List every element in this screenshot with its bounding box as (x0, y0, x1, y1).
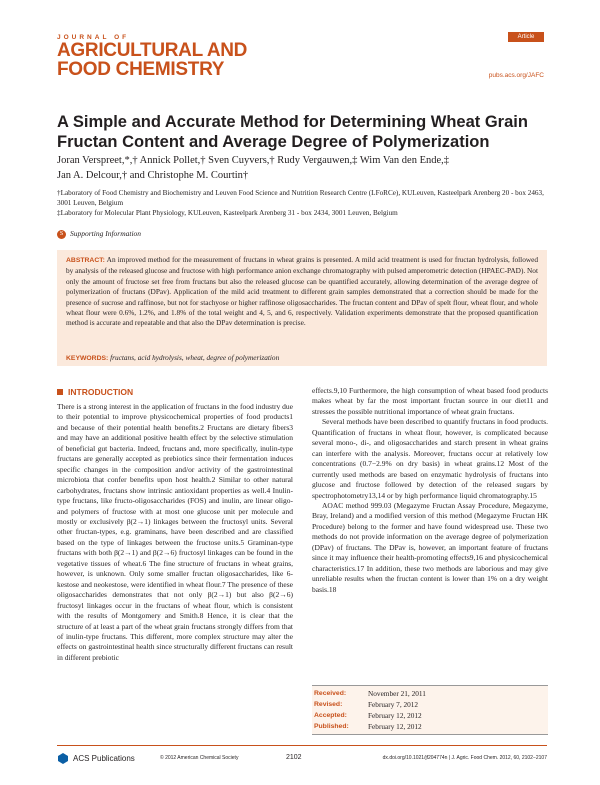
page-number: 2102 (286, 754, 302, 761)
abstract-text: An improved method for the measurement of fructans in wheat grains is presented. A mild acid treatment is used for fructan hydrolysis, followed by analysis of the released glucose and fructose with high performance anion exchange chromatography with pulsed amperometric detection (HPAEC-PAD). Not only the amount of fructose set free from fructans but also the released glucose can be quantified accurately, allowing determination of the average degree of polymerization of fructans (DPav). Application of the mild acid treatment to different grain samples demonstrated that a correction should be made for the presence of sucrose and raffinose, but not for stachyose or higher raffinose oligosaccharides. The fructan content and DPav of spelt flour, wheat flour, and whole wheat flour were 0.6%, 1.2%, and 1.8% of the total weight and 4, 5, and 6, respectively. Validation experiments demonstrate that the proposed quantification method is accurate and repeatable and that also the DPav determination is precise. (66, 255, 539, 328)
journal-masthead (57, 34, 297, 79)
intro-paragraph-1: There is a strong interest in the application of fructans in the food industry due to their potential to improve physicochemical properties of food products1 and because of their potential health benefits.2 Fructans are dietary fibers3 and may have an additional positive health effect by the selective stimulation of beneficial gut bacteria. Indeed, fructans and, more specifically, inulin-type fructans are generally accepted as prebiotics since their fermentation induces specific changes in the composition and/or activity of the gastrointestinal microbiota that confer benefits upon host health.2 Similar to other natural carbohydrates, fructans show intrinsic antioxidant properties as well.4 Inulin-type fructans, like fructo-oligosaccharides (FOS) and inulin, are linear oligo- and polymers of fructose with at most one glucose unit per molecule and mostly or exclusively β(2→1) linkages between the fructosyl units. Several other fructan-types, e.g. graminans, have been described and are classified based on the type of linkages between the fructose units.5 Graminan-type fructans with both β(2→1) and β(2→6) fructosyl linkages can be found in the vegetative tissues of wheat.6 The fine structure of fructans in wheat grains, however, is unknown. Only some smaller fructan oligosaccharides, like 6-kestose and neokestose, were identified in wheat flour.7 The presence of these oligosaccharides demonstrates that not only β(2→1) but also β(2→6) fructosyl linkages occur in the fructans of wheat flour, which is consistent with the results of Montgomery and Smith.8 Hence, it is clear that the structure of at least a part of the wheat grain fructans strongly differs from that of inulin-type fructans. This different, more complex structure may alter the effects on gastrointestinal health since structurally different fructans can result in different prebiotic (57, 402, 293, 662)
supporting-info-icon: S (57, 230, 66, 239)
acs-logo-icon (57, 752, 69, 764)
keywords-label: KEYWORDS: (66, 355, 109, 362)
revised-label: Revised: (314, 701, 343, 708)
intro-paragraph-4: AOAC method 999.03 (Megazyme Fructan Assay Procedure, Megazyme, Bray, Ireland) and a modified version of this method (Megazyme Fructan HK Procedure) belong to the former and have found widespread use. These two methods do not provide information on the average degree of polymerization (DPav) of fructans. The DPav is, however, an important feature of fructans since it may influence their health-promoting effects9,16 and physicochemical characteristics.17 In addition, these two methods are laborious and may give unreliable results when the fructan content is lower than 1% on a dry weight basis.18 (312, 500, 548, 594)
affiliation-1: †Laboratory of Food Chemistry and Biochemistry and Leuven Food Science and Nutrition Research Centre (LFoRCe), KULeuven, Kasteelpark Arenberg 20 - box 2463, 3001 Leuven, Belgium (57, 189, 544, 207)
abstract-label: ABSTRACT: (66, 257, 105, 264)
doi-citation[interactable]: dx.doi.org/10.1021/jf204774n | J. Agric. Food Chem. 2012, 60, 2102−2107 (382, 755, 547, 761)
article-type-badge: Article (508, 32, 544, 42)
journal-prefix: JOURNAL OF (57, 34, 130, 41)
keywords-text: fructans, acid hydrolysis, wheat, degree of polymerization (110, 353, 280, 362)
journal-url-link[interactable]: pubs.acs.org/JAFC (488, 72, 544, 79)
published-date: February 12, 2012 (368, 722, 422, 731)
keywords (66, 353, 538, 364)
intro-paragraph-3: Several methods have been described to quantify fructans in food products. Quantification of fructans in wheat flour, however, is complicated because several mono-, di-, and oligosaccharides and starch present in wheat grains can interfere with the analysis. Moreover, fructans occur at relatively low concentrations (0.7−2.9% on dry basis) in wheat grains.12 Most of the currently used methods are based on enzymatic hydrolysis of fructans into glucose and fructose followed by detection of the released sugars by spectrophotometry13,14 or by high performance liquid chromatography.15 (312, 417, 548, 500)
publisher-logo (57, 752, 135, 764)
accepted-label: Accepted: (314, 712, 347, 719)
supporting-information-link[interactable] (57, 229, 141, 239)
body-column-left (57, 402, 293, 663)
section-heading-introduction (57, 387, 133, 397)
journal-title-line2: FOOD CHEMISTRY (57, 59, 225, 80)
section-square-icon (57, 389, 63, 395)
body-column-right (312, 386, 548, 595)
abstract (66, 255, 538, 329)
journal-title-line1: AGRICULTURAL AND (57, 40, 248, 61)
authors-line-1: Joran Verspreet,*,† Annick Pollet,† Sven Cuyvers,† Rudy Vergauwen,‡ Wim Van den Ende,‡ (57, 155, 450, 166)
article-title: A Simple and Accurate Method for Determining Wheat Grain Fructan Content and Average Degree of Polymerization (57, 113, 528, 151)
authors-line-2: Jan A. Delcour,† and Christophe M. Courtin† (57, 170, 249, 181)
accepted-date: February 12, 2012 (368, 711, 422, 720)
received-date: November 21, 2011 (368, 689, 426, 698)
publisher-name: ACS Publications (73, 753, 135, 763)
published-label: Published: (314, 723, 349, 730)
revised-date: February 7, 2012 (368, 700, 419, 709)
supporting-info-label: Supporting Information (70, 229, 142, 238)
article-dates (312, 685, 548, 735)
affiliations (57, 188, 547, 218)
section-title: INTRODUCTION (68, 387, 134, 397)
intro-paragraph-2: effects.9,10 Furthermore, the high consumption of wheat based food products makes wheat by far the most important fructan source in our diet11 and stresses the possible nutritional importance of wheat grain fructans. (312, 386, 548, 416)
copyright: © 2012 American Chemical Society (160, 755, 239, 761)
received-label: Received: (314, 690, 347, 697)
author-list (57, 153, 547, 183)
affiliation-2: ‡Laboratory for Molecular Plant Physiology, KULeuven, Kasteelpark Arenberg 31 - box 2434, 3001 Leuven, Belgium (57, 209, 398, 217)
